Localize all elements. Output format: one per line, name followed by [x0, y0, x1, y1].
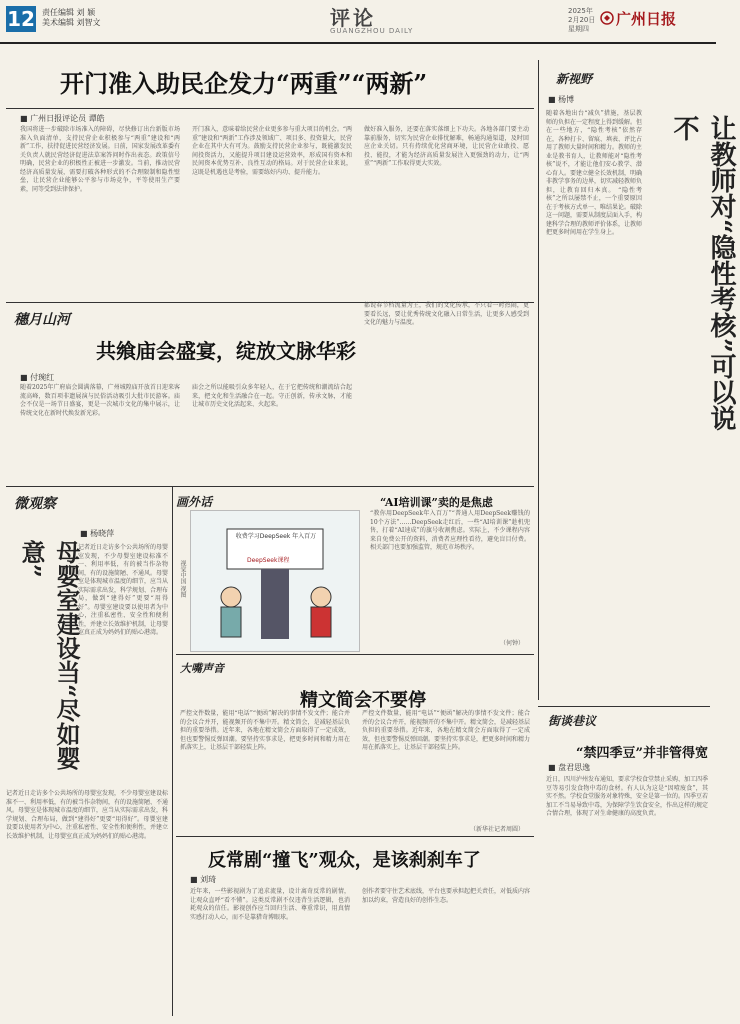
left-byline: ■ 杨晓萍 [80, 529, 115, 538]
vertical-divider [538, 60, 539, 700]
column-tag-jietan: 街谈巷议 [548, 714, 597, 728]
bottom-feature-text-1: 近年来，一些影视剧为了追求流量，设计离奇反常的剧情，让观众直呼“看不懂”。这类反常剧不仅违背生活逻辑，也消耗观众的信任。影视创作应当回归生活、尊重常识，用真情实感打动人心，而不是靠猎奇博眼球。 [190, 888, 350, 921]
column-tag-xinshiye: 新视野 [556, 72, 593, 86]
lead-headline: 开门准入助民企发力“两重”“两新” [60, 69, 428, 98]
column-tag-suiyue: 穗月山河 [14, 312, 70, 328]
cartoon-sign: 收费学习DeepSeek 年入百万 [235, 533, 317, 540]
cartoon-illustration [190, 510, 360, 652]
bottom-center-headline: 精文简会不要停 [300, 690, 426, 711]
tiyu-column-1: 随着2025年广府庙会圆满落幕，广州城隍庙开放首日迎来客流高峰，数百项非遗展演与民俗活动吸引大批市民游客。庙会不仅是一场节日盛宴，更是一次城市文化的集中展示，让传统文化在新时代焕发新光彩。 [20, 384, 180, 417]
divider [176, 836, 534, 837]
divider [538, 706, 710, 707]
editor-line: 责任编辑 刘 颖 [42, 8, 96, 17]
right-text-2: “隐性考核”之所以屡禁不止，一个重要原因在于考核方式单一、唯结果论。破除这一问题，需要从制度层面入手，构建科学合理的教师评价体系，让教师把更多时间用在学生身上。 [546, 186, 643, 236]
cartoon-credit: 视觉中国 视图 [179, 560, 186, 598]
left-article-text: 记者近日走访多个公共场所的母婴室发现，不少母婴室建设标准不一、利用率低，有的被当作杂物间，有的设施简陋、不通风。母婴室是体现城市温度的细节，应当从实际需求出发，科学规划、合理布局，做到“建得好”更要“用得好”。母婴室建设要以使用者为中心，注重私密性、安全性和便利性，并建立长效维护机制，让母婴室真正成为妈妈们的贴心港湾。 [78, 544, 169, 636]
bottom-feature-text-2: 创作者要守住艺术底线，平台也要承担起把关责任，对低质内容加以约束，营造良好的创作生态。 [362, 888, 531, 904]
tiyu-headline: 共飨庙会盛宴，绽放文脉华彩 [96, 339, 356, 363]
date-weekday: 星期四 [568, 25, 589, 33]
editor-credits [42, 8, 101, 28]
column-tag-weiguancha: 微观察 [14, 496, 56, 512]
cartoon-drawing-icon [191, 511, 359, 651]
right-byline: ■ 杨博 [548, 95, 575, 104]
divider [176, 654, 534, 655]
cartoon-title: “AI培训课”卖的是焦虑 [380, 496, 493, 509]
left-headline: 母婴室建设当“尽如婴意” [17, 540, 81, 770]
date-year: 2025年 [568, 7, 593, 15]
newspaper-logo-icon [600, 10, 614, 29]
vertical-divider [172, 486, 173, 1016]
masthead [0, 0, 716, 44]
bottom-feature-byline: ■ 刘琦 [190, 875, 217, 884]
section-title: 评论 [330, 6, 376, 30]
divider [6, 108, 534, 109]
bottom-center-credit: （新华社记者周圆） [470, 826, 525, 833]
left-article-continued: 记者近日走访多个公共场所的母婴室发现，不少母婴室建设标准不一、利用率低，有的被当作杂物间，有的设施简陋、不通风。母婴室是体现城市温度的细节，应当从实际需求出发，科学规划、合理布局，做到“建得好”更要“用得好”。母婴室建设要以使用者为中心，注重私密性、安全性和便利性，并建立长效维护机制，让母婴室真正成为妈妈们的贴心港湾。 [6, 790, 169, 840]
date-day: 2月20日 [568, 16, 596, 24]
art-editor-line: 美术编辑 刘智文 [42, 18, 101, 27]
tiyu-byline: ■ 付琬红 [20, 373, 55, 382]
cartoon-author: （何钟） [500, 640, 525, 647]
bottom-feature-headline: 反常剧“撞飞”观众，是该刹刹车了 [208, 850, 481, 871]
bottom-right-headline: “禁四季豆”并非管得宽 [576, 746, 708, 761]
newspaper-logo: 广州日报 [616, 10, 677, 28]
bottom-center-text-2: 严控文件数量，能用“电话”“便函”解决的事情不发文件；能合并的会议合并开，能视频开的不集中开。精文简会，是减轻基层负担的重要举措。近年来，各地在精文简会方面取得了一定成效，但也要警惕反弹回潮。要坚持实事求是，把更多时间和精力用在抓落实上，让基层干部轻装上阵。 [362, 710, 531, 751]
right-text-1: 随着各地出台“减负”措施，基层教师的负担在一定程度上得到缓解。但在一些地方，“隐性考核”依然存在，各种打卡、留痕、填表、评比占用了教师大量时间和精力。教师的主业是教书育人，让教师能对“隐性考核”说不，才能让他们安心教学、潜心育人。要建立健全长效机制，明确非教学事务的边界，切实减轻教师负担，让教育回归本真。 [546, 110, 643, 194]
tiyu-column-3: 都说春节档流量为王，我们的文化传承，不只看一时热闹，更要看长远，要让优秀传统文化融入日常生活，让更多人感受到文化的魅力与温度。 [364, 302, 529, 326]
divider [6, 486, 534, 487]
tiyu-column-2: 庙会之所以能吸引众多年轻人，在于它把传统和潮流结合起来，把文化和生活融合在一起。守正创新，传承文脉，才能让城市历史文化活起来、火起来。 [192, 384, 352, 408]
column-tag-huawaihua: 画外话 [176, 495, 213, 509]
lead-column-1: 我国将进一步破除市场准入的障碍，尽快修订出台新版市场准入负面清单，支持民营企业积极参与“两重”建设和“两新”工作，扶持促进民营经济发展。日前，国家发展改革委有关负责人就民营经济促进法草案答问时作出表态。政策信号明确，民营企业的积极性正被进一步激发。当前，推动民营经济高质量发展，需要打破各种形式的不合理限制和隐性壁垒，让民营企业能够公平参与市场竞争，平等使用生产要素，同等受到法律保护。 [20, 126, 180, 193]
section-subtitle: GUANGZHOU DAILY [330, 27, 414, 35]
cartoon-text: “教你用DeepSeek年入百万”“普通人用DeepSeek赚钱的10个方法”……DeepSeek走红后，一些“AI培训课”趁机兜售，打着“AI速成”的旗号收割焦虑。实际上，不少课程内容来自免费公开的资料，消费者应理性看待，避免盲目付费。相关部门也要加强监管，规范市场秩序。 [370, 510, 530, 551]
lead-column-3: 做好准入服务，还要在落实落细上下功夫。各地各部门要主动靠前服务，切实为民营企业排忧解难，畅通沟通渠道，及时回应企业关切。只有持续优化营商环境，让民营企业敢投、愿投、能投，才能为经济高质量发展注入更强劲的动力，让“两重”“两新”工作取得更大实效。 [364, 126, 529, 167]
page-number: 12 [7, 7, 35, 31]
issue-date [568, 7, 595, 34]
lead-byline: ■ 广州日报评论员 谭皓 [20, 114, 105, 123]
column-tag-dazui: 大嘴声音 [180, 662, 224, 675]
right-headline: 让教师对“隐性考核”可以说不 [669, 115, 736, 431]
bottom-right-byline: ■ 盘君思逸 [548, 763, 591, 772]
cartoon-sign-small: DeepSeek课程 [247, 557, 290, 564]
bottom-right-text: 近日，四川泸州发布通知，要求学校食堂禁止采购、加工四季豆等易引发食物中毒的食材。有人认为这是“因噎废食”，其实不然。学校食堂服务对象特殊，安全是第一位的。四季豆若加工不当易导致中毒，为保障学生饮食安全，作出这样的规定合情合理，体现了对生命健康的高度负责。 [546, 776, 709, 817]
lead-column-2: 开门准入，意味着给民营企业更多参与重大项目的机会。“两重”建设和“两新”工作涉及领域广、项目多、投资量大，民营企业在其中大有可为。鼓励支持民营企业参与，既能激发民间投资活力，又能提升项目建设运营效率，形成国有资本和民间资本优势互补、良性互动的格局。对于民营企业来说，这既是机遇也是考验，需要练好内功、提升能力。 [192, 126, 352, 176]
right-article-text [546, 110, 642, 690]
bottom-center-text-1: 严控文件数量，能用“电话”“便函”解决的事情不发文件；能合并的会议合并开，能视频开的不集中开。精文简会，是减轻基层负担的重要举措。近年来，各地在精文简会方面取得了一定成效，但也要警惕反弹回潮。要坚持实事求是，把更多时间和精力用在抓落实上，让基层干部轻装上阵。 [180, 710, 350, 751]
